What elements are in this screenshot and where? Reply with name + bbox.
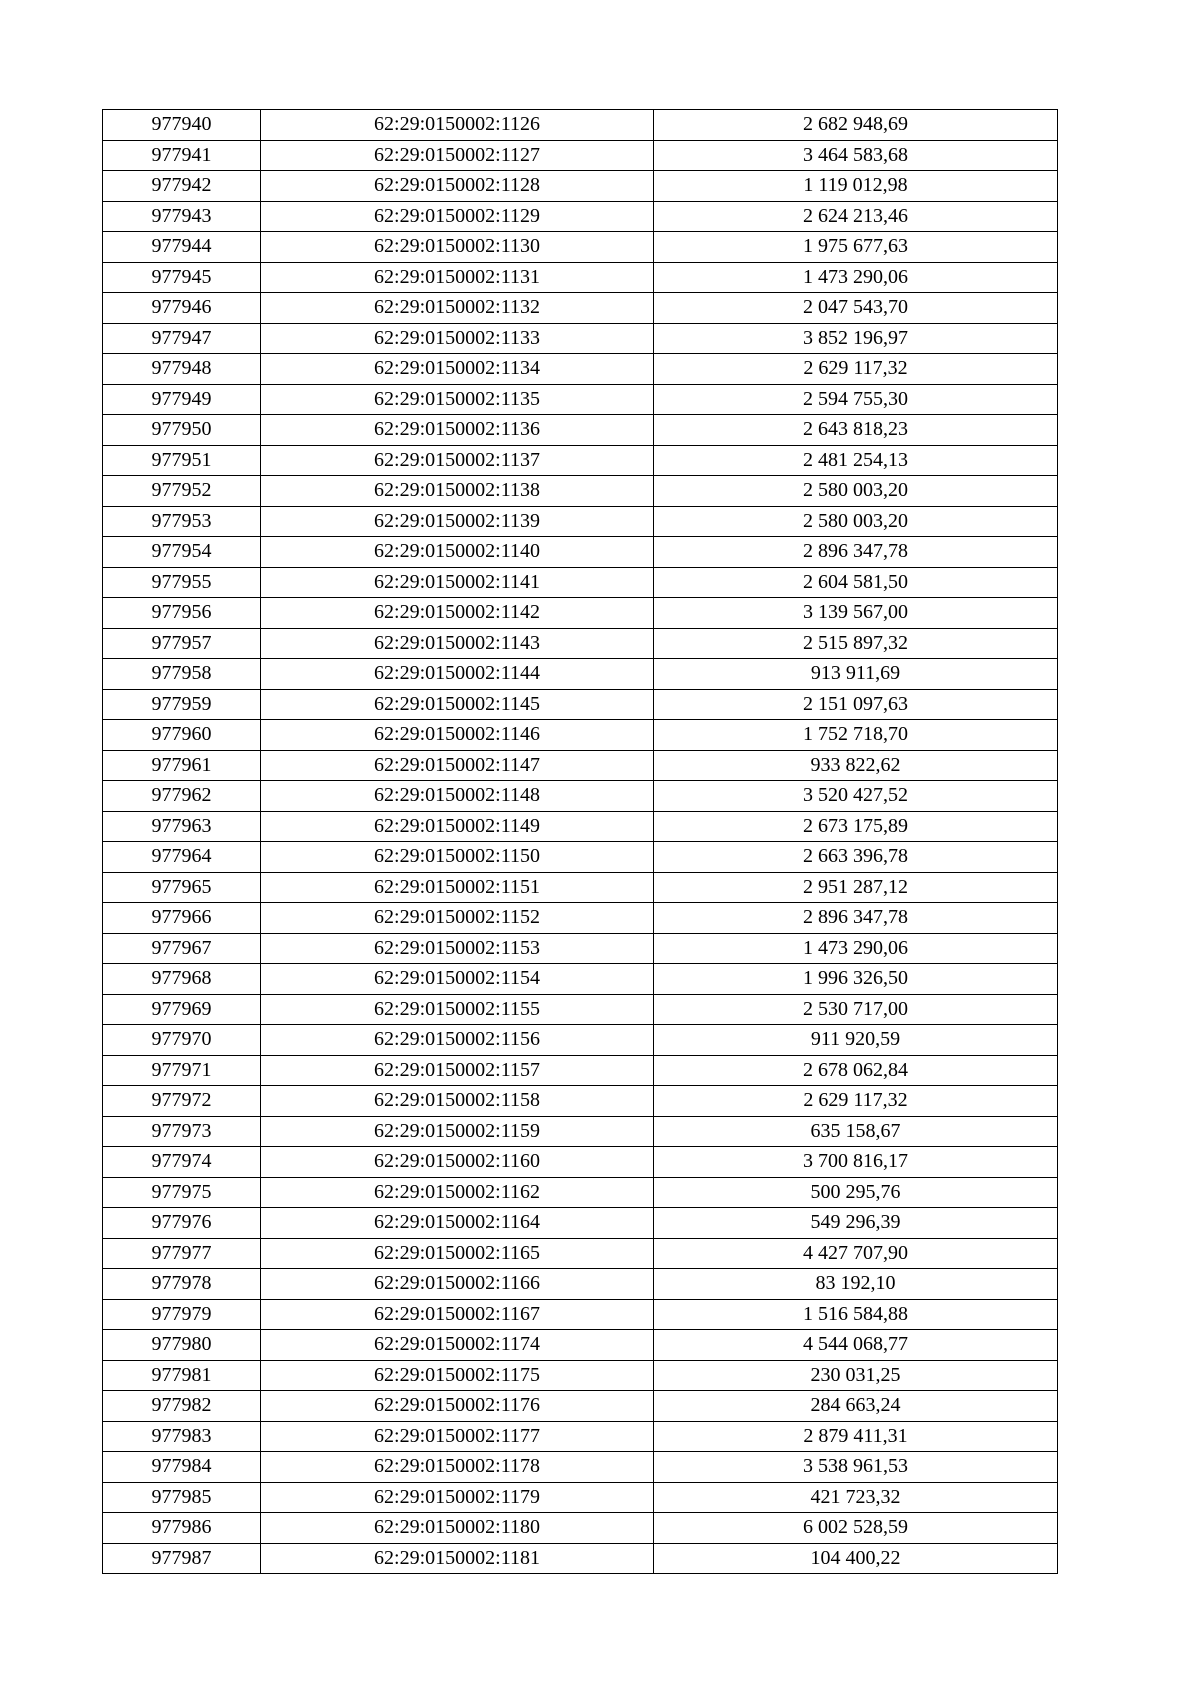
table-row	[103, 110, 1058, 141]
cadastral-number-cell: 62:29:0150002:1175	[261, 1360, 654, 1391]
cadastral-value-cell: 1 975 677,63	[654, 232, 1058, 263]
cadastral-value-cell: 6 002 528,59	[654, 1513, 1058, 1544]
table-row	[103, 1025, 1058, 1056]
cadastral-number-cell: 62:29:0150002:1160	[261, 1147, 654, 1178]
cadastral-value-cell: 2 896 347,78	[654, 537, 1058, 568]
table-row	[103, 201, 1058, 232]
cadastral-value-cell: 2 151 097,63	[654, 689, 1058, 720]
cadastral-value-cell: 2 629 117,32	[654, 1086, 1058, 1117]
cadastral-value-cell: 2 594 755,30	[654, 384, 1058, 415]
cadastral-number-cell: 62:29:0150002:1144	[261, 659, 654, 690]
table-row	[103, 1177, 1058, 1208]
table-row	[103, 1269, 1058, 1300]
row-number-cell: 977972	[103, 1086, 261, 1117]
cadastral-value-cell: 4 427 707,90	[654, 1238, 1058, 1269]
cadastral-number-cell: 62:29:0150002:1149	[261, 811, 654, 842]
table-row	[103, 476, 1058, 507]
table-row	[103, 1208, 1058, 1239]
row-number-cell: 977980	[103, 1330, 261, 1361]
table-row	[103, 872, 1058, 903]
table-row	[103, 1421, 1058, 1452]
row-number-cell: 977964	[103, 842, 261, 873]
table-body	[103, 110, 1058, 1574]
cadastral-value-cell: 2 515 897,32	[654, 628, 1058, 659]
cadastral-number-cell: 62:29:0150002:1155	[261, 994, 654, 1025]
cadastral-value-cell: 230 031,25	[654, 1360, 1058, 1391]
row-number-cell: 977973	[103, 1116, 261, 1147]
table-row	[103, 1238, 1058, 1269]
row-number-cell: 977963	[103, 811, 261, 842]
cadastral-value-cell: 2 580 003,20	[654, 476, 1058, 507]
table-row	[103, 140, 1058, 171]
cadastral-value-cell: 3 538 961,53	[654, 1452, 1058, 1483]
cadastral-value-cell: 1 752 718,70	[654, 720, 1058, 751]
cadastral-number-cell: 62:29:0150002:1166	[261, 1269, 654, 1300]
cadastral-value-cell: 2 682 948,69	[654, 110, 1058, 141]
row-number-cell: 977947	[103, 323, 261, 354]
row-number-cell: 977945	[103, 262, 261, 293]
cadastral-number-cell: 62:29:0150002:1148	[261, 781, 654, 812]
cadastral-number-cell: 62:29:0150002:1127	[261, 140, 654, 171]
table-row	[103, 842, 1058, 873]
cadastral-number-cell: 62:29:0150002:1177	[261, 1421, 654, 1452]
cadastral-value-cell: 3 520 427,52	[654, 781, 1058, 812]
cadastral-number-cell: 62:29:0150002:1128	[261, 171, 654, 202]
row-number-cell: 977954	[103, 537, 261, 568]
cadastral-value-cell: 913 911,69	[654, 659, 1058, 690]
cadastral-value-cell: 3 139 567,00	[654, 598, 1058, 629]
row-number-cell: 977984	[103, 1452, 261, 1483]
cadastral-number-cell: 62:29:0150002:1131	[261, 262, 654, 293]
row-number-cell: 977958	[103, 659, 261, 690]
cadastral-number-cell: 62:29:0150002:1152	[261, 903, 654, 934]
cadastral-value-cell: 4 544 068,77	[654, 1330, 1058, 1361]
row-number-cell: 977942	[103, 171, 261, 202]
cadastral-number-cell: 62:29:0150002:1129	[261, 201, 654, 232]
table-row	[103, 598, 1058, 629]
table-row	[103, 323, 1058, 354]
table-row	[103, 1452, 1058, 1483]
row-number-cell: 977960	[103, 720, 261, 751]
cadastral-value-cell: 2 047 543,70	[654, 293, 1058, 324]
table-row	[103, 262, 1058, 293]
cadastral-value-cell: 2 663 396,78	[654, 842, 1058, 873]
cadastral-number-cell: 62:29:0150002:1164	[261, 1208, 654, 1239]
cadastral-value-cell: 2 629 117,32	[654, 354, 1058, 385]
table-row	[103, 445, 1058, 476]
table-row	[103, 171, 1058, 202]
table-row	[103, 1055, 1058, 1086]
table-row	[103, 903, 1058, 934]
row-number-cell: 977956	[103, 598, 261, 629]
cadastral-number-cell: 62:29:0150002:1134	[261, 354, 654, 385]
table-row	[103, 781, 1058, 812]
cadastral-number-cell: 62:29:0150002:1167	[261, 1299, 654, 1330]
row-number-cell: 977986	[103, 1513, 261, 1544]
row-number-cell: 977974	[103, 1147, 261, 1178]
cadastral-value-cell: 421 723,32	[654, 1482, 1058, 1513]
table-row	[103, 750, 1058, 781]
row-number-cell: 977955	[103, 567, 261, 598]
table-row	[103, 415, 1058, 446]
cadastral-value-cell: 933 822,62	[654, 750, 1058, 781]
cadastral-number-cell: 62:29:0150002:1140	[261, 537, 654, 568]
cadastral-value-cell: 2 624 213,46	[654, 201, 1058, 232]
cadastral-number-cell: 62:29:0150002:1174	[261, 1330, 654, 1361]
cadastral-value-cell: 2 530 717,00	[654, 994, 1058, 1025]
table-row	[103, 964, 1058, 995]
cadastral-value-cell: 2 678 062,84	[654, 1055, 1058, 1086]
cadastral-value-cell: 2 604 581,50	[654, 567, 1058, 598]
row-number-cell: 977957	[103, 628, 261, 659]
table-row	[103, 354, 1058, 385]
cadastral-number-cell: 62:29:0150002:1139	[261, 506, 654, 537]
table-row	[103, 1391, 1058, 1422]
row-number-cell: 977948	[103, 354, 261, 385]
row-number-cell: 977968	[103, 964, 261, 995]
table-row	[103, 537, 1058, 568]
row-number-cell: 977970	[103, 1025, 261, 1056]
row-number-cell: 977981	[103, 1360, 261, 1391]
table-row	[103, 1330, 1058, 1361]
table-row	[103, 689, 1058, 720]
row-number-cell: 977943	[103, 201, 261, 232]
table-row	[103, 1147, 1058, 1178]
row-number-cell: 977975	[103, 1177, 261, 1208]
cadastral-number-cell: 62:29:0150002:1162	[261, 1177, 654, 1208]
row-number-cell: 977941	[103, 140, 261, 171]
row-number-cell: 977940	[103, 110, 261, 141]
table-row	[103, 933, 1058, 964]
cadastral-number-cell: 62:29:0150002:1150	[261, 842, 654, 873]
cadastral-number-cell: 62:29:0150002:1132	[261, 293, 654, 324]
cadastral-value-cell: 1 996 326,50	[654, 964, 1058, 995]
row-number-cell: 977978	[103, 1269, 261, 1300]
table-row	[103, 232, 1058, 263]
cadastral-value-cell: 3 852 196,97	[654, 323, 1058, 354]
row-number-cell: 977976	[103, 1208, 261, 1239]
row-number-cell: 977953	[103, 506, 261, 537]
row-number-cell: 977979	[103, 1299, 261, 1330]
row-number-cell: 977950	[103, 415, 261, 446]
cadastral-number-cell: 62:29:0150002:1137	[261, 445, 654, 476]
cadastral-value-cell: 549 296,39	[654, 1208, 1058, 1239]
table-row	[103, 1299, 1058, 1330]
cadastral-number-cell: 62:29:0150002:1143	[261, 628, 654, 659]
row-number-cell: 977959	[103, 689, 261, 720]
row-number-cell: 977944	[103, 232, 261, 263]
row-number-cell: 977967	[103, 933, 261, 964]
cadastral-value-cell: 83 192,10	[654, 1269, 1058, 1300]
table-row	[103, 1086, 1058, 1117]
row-number-cell: 977966	[103, 903, 261, 934]
row-number-cell: 977961	[103, 750, 261, 781]
row-number-cell: 977949	[103, 384, 261, 415]
cadastral-value-cell: 2 643 818,23	[654, 415, 1058, 446]
cadastral-number-cell: 62:29:0150002:1176	[261, 1391, 654, 1422]
cadastral-number-cell: 62:29:0150002:1130	[261, 232, 654, 263]
cadastral-number-cell: 62:29:0150002:1141	[261, 567, 654, 598]
cadastral-value-cell: 500 295,76	[654, 1177, 1058, 1208]
cadastral-value-cell: 104 400,22	[654, 1543, 1058, 1574]
cadastral-value-cell: 2 896 347,78	[654, 903, 1058, 934]
cadastral-number-cell: 62:29:0150002:1133	[261, 323, 654, 354]
table-row	[103, 506, 1058, 537]
cadastral-value-cell: 1 473 290,06	[654, 262, 1058, 293]
table-row	[103, 994, 1058, 1025]
row-number-cell: 977985	[103, 1482, 261, 1513]
cadastral-value-cell: 284 663,24	[654, 1391, 1058, 1422]
row-number-cell: 977971	[103, 1055, 261, 1086]
cadastral-value-cell: 3 700 816,17	[654, 1147, 1058, 1178]
table-row	[103, 628, 1058, 659]
table-row	[103, 384, 1058, 415]
row-number-cell: 977982	[103, 1391, 261, 1422]
table-row	[103, 1513, 1058, 1544]
cadastral-number-cell: 62:29:0150002:1181	[261, 1543, 654, 1574]
cadastral-number-cell: 62:29:0150002:1126	[261, 110, 654, 141]
cadastral-value-cell: 2 879 411,31	[654, 1421, 1058, 1452]
row-number-cell: 977965	[103, 872, 261, 903]
cadastral-number-cell: 62:29:0150002:1157	[261, 1055, 654, 1086]
cadastral-number-cell: 62:29:0150002:1159	[261, 1116, 654, 1147]
table-row	[103, 1543, 1058, 1574]
cadastral-number-cell: 62:29:0150002:1179	[261, 1482, 654, 1513]
cadastral-value-cell: 1 473 290,06	[654, 933, 1058, 964]
cadastral-number-cell: 62:29:0150002:1145	[261, 689, 654, 720]
cadastral-value-cell: 911 920,59	[654, 1025, 1058, 1056]
cadastral-number-cell: 62:29:0150002:1142	[261, 598, 654, 629]
cadastral-number-cell: 62:29:0150002:1151	[261, 872, 654, 903]
cadastral-value-cell: 1 119 012,98	[654, 171, 1058, 202]
table-row	[103, 567, 1058, 598]
cadastral-number-cell: 62:29:0150002:1135	[261, 384, 654, 415]
row-number-cell: 977952	[103, 476, 261, 507]
cadastral-value-table	[102, 109, 1058, 1574]
row-number-cell: 977987	[103, 1543, 261, 1574]
row-number-cell: 977969	[103, 994, 261, 1025]
table-row	[103, 1360, 1058, 1391]
table-row	[103, 1482, 1058, 1513]
cadastral-number-cell: 62:29:0150002:1165	[261, 1238, 654, 1269]
cadastral-number-cell: 62:29:0150002:1147	[261, 750, 654, 781]
cadastral-number-cell: 62:29:0150002:1146	[261, 720, 654, 751]
cadastral-number-cell: 62:29:0150002:1178	[261, 1452, 654, 1483]
table-row	[103, 293, 1058, 324]
row-number-cell: 977951	[103, 445, 261, 476]
table-row	[103, 720, 1058, 751]
table-row	[103, 1116, 1058, 1147]
cadastral-number-cell: 62:29:0150002:1180	[261, 1513, 654, 1544]
cadastral-number-cell: 62:29:0150002:1158	[261, 1086, 654, 1117]
cadastral-value-cell: 2 673 175,89	[654, 811, 1058, 842]
row-number-cell: 977977	[103, 1238, 261, 1269]
cadastral-value-cell: 635 158,67	[654, 1116, 1058, 1147]
cadastral-value-cell: 2 951 287,12	[654, 872, 1058, 903]
table-row	[103, 659, 1058, 690]
cadastral-value-cell: 1 516 584,88	[654, 1299, 1058, 1330]
cadastral-value-cell: 2 481 254,13	[654, 445, 1058, 476]
cadastral-value-cell: 2 580 003,20	[654, 506, 1058, 537]
cadastral-number-cell: 62:29:0150002:1138	[261, 476, 654, 507]
row-number-cell: 977962	[103, 781, 261, 812]
row-number-cell: 977983	[103, 1421, 261, 1452]
cadastral-number-cell: 62:29:0150002:1156	[261, 1025, 654, 1056]
cadastral-number-cell: 62:29:0150002:1136	[261, 415, 654, 446]
row-number-cell: 977946	[103, 293, 261, 324]
table-row	[103, 811, 1058, 842]
cadastral-number-cell: 62:29:0150002:1154	[261, 964, 654, 995]
cadastral-number-cell: 62:29:0150002:1153	[261, 933, 654, 964]
cadastral-value-cell: 3 464 583,68	[654, 140, 1058, 171]
